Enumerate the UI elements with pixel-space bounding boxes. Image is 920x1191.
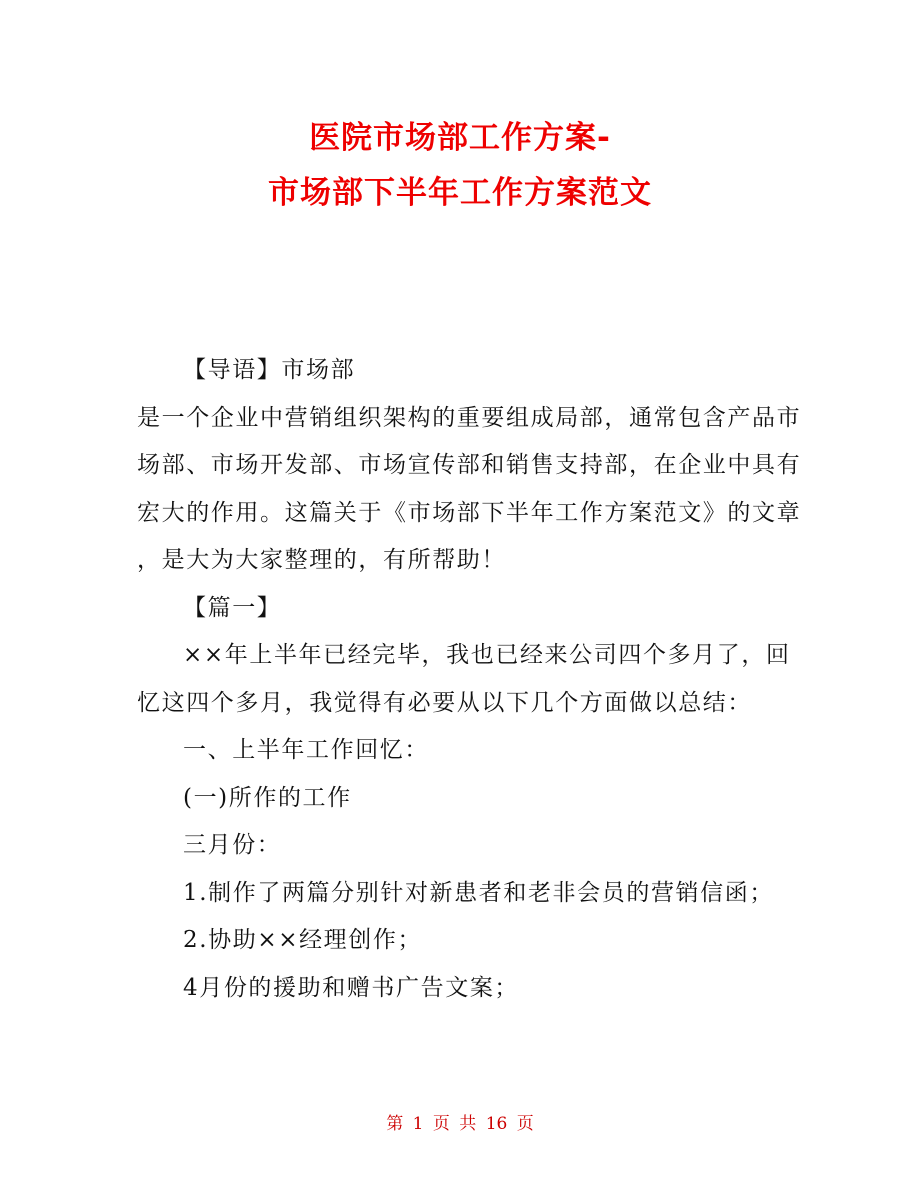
document-title-line-1: 医院市场部工作方案- [309,120,611,156]
paragraph-line: 场部、市场开发部、市场宣传部和销售支持部，在企业中具有 [137,452,802,478]
document-body [137,347,802,1012]
paragraph-line: 忆这四个多月，我觉得有必要从以下几个方面做以总结： [137,689,752,716]
list-item: 1.制作了两篇分别针对新患者和老非会员的营销信函； [183,879,774,906]
paragraph-line: 4月份的援助和赠书广告文案； [183,974,520,1001]
section-heading: 【篇一】 [183,594,282,621]
document-title-line-2: 市场部下半年工作方案范文 [268,175,652,211]
paragraph-line: (一)所作的工作 [183,784,352,811]
list-item: 2.协助××经理创作； [183,927,423,953]
paragraph-line: 一、上半年工作回忆： [183,737,429,763]
paragraph-line: 宏大的作用。这篇关于《市场部下半年工作方案范文》的文章 [137,499,802,526]
paragraph-line: ××年上半年已经完毕，我也已经来公司四个多月了，回 [183,642,791,668]
paragraph-line: ，是大为大家整理的，有所帮助！ [137,547,506,573]
paragraph-line: 三月份： [183,832,282,858]
paragraph-line: 【导语】市场部 [183,357,356,383]
paragraph-line: 是一个企业中营销组织架构的重要组成局部，通常包含产品市 [137,404,802,431]
page-footer: 第 1 页 共 16 页 [386,1114,534,1134]
